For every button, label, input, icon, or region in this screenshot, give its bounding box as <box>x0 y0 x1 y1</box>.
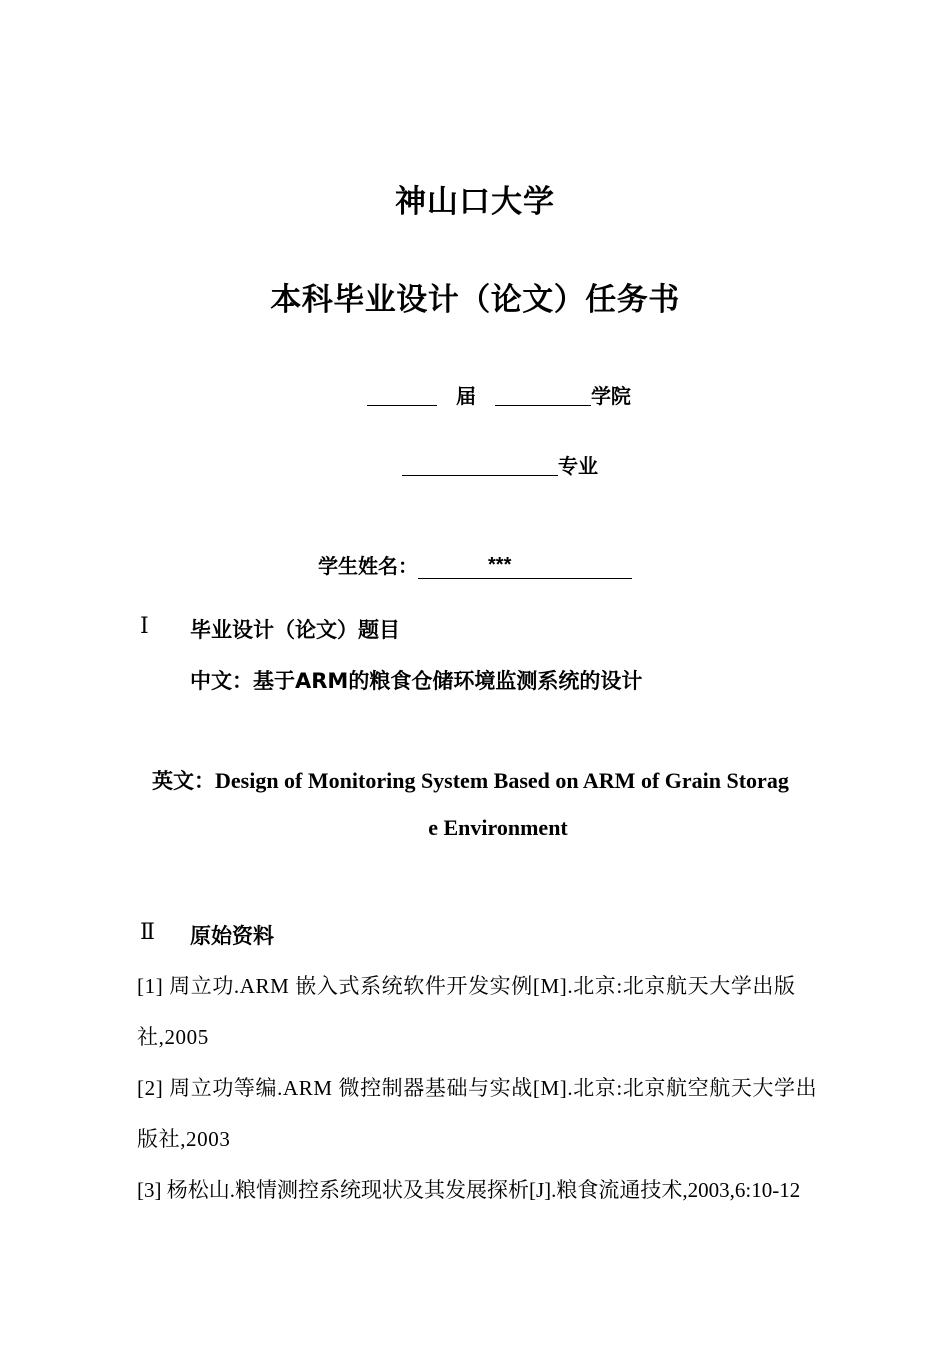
reference-1-line1: [1] 周立功.ARM 嵌入式系统软件开发实例[M].北京:北京航天大学出版 <box>137 974 796 998</box>
reference-2-line1: [2] 周立功等编.ARM 微控制器基础与实战[M].北京:北京航空航天大学出 <box>137 1076 818 1100</box>
chinese-title-line <box>190 665 642 695</box>
college-blank <box>495 385 591 406</box>
chinese-title: 基于ARM的粮食仓储环境监测系统的设计 <box>253 669 643 693</box>
english-title-part2: e Environment <box>428 815 568 840</box>
reference-3-line1: [3] 杨松山.粮情测控系统现状及其发展探析[J].粮食流通技术,2003,6:10-12 <box>137 1178 801 1202</box>
english-title-part1: Design of Monitoring System Based on ARM of Grain Storag <box>215 768 789 793</box>
major-line <box>402 450 598 479</box>
section2-numeral: Ⅱ <box>140 920 155 945</box>
reference-1-line2: 社,2005 <box>137 1025 209 1049</box>
university-name: 神山口大学 <box>395 184 555 220</box>
section1-numeral: Ⅰ <box>140 614 149 639</box>
section2-heading: 原始资料 <box>190 924 274 948</box>
major-label: 专业 <box>558 454 598 478</box>
chinese-title-label: 中文： <box>190 669 253 693</box>
student-name-value: *** <box>488 554 512 576</box>
student-name-line <box>318 550 632 579</box>
english-title-label: 英文： <box>152 769 215 793</box>
section1-heading: 毕业设计（论文）题目 <box>190 618 400 642</box>
reference-2-line2: 版社,2003 <box>137 1127 231 1151</box>
major-blank <box>402 455 558 476</box>
document-title: 本科毕业设计（论文）任务书 <box>270 282 680 318</box>
college-label: 学院 <box>590 384 631 408</box>
student-name-label: 学生姓名： <box>318 554 418 578</box>
student-name-field <box>418 554 632 579</box>
session-college-line <box>367 380 631 409</box>
session-label: 届 <box>455 384 476 408</box>
session-blank <box>367 385 437 406</box>
english-title-line1 <box>152 765 789 795</box>
